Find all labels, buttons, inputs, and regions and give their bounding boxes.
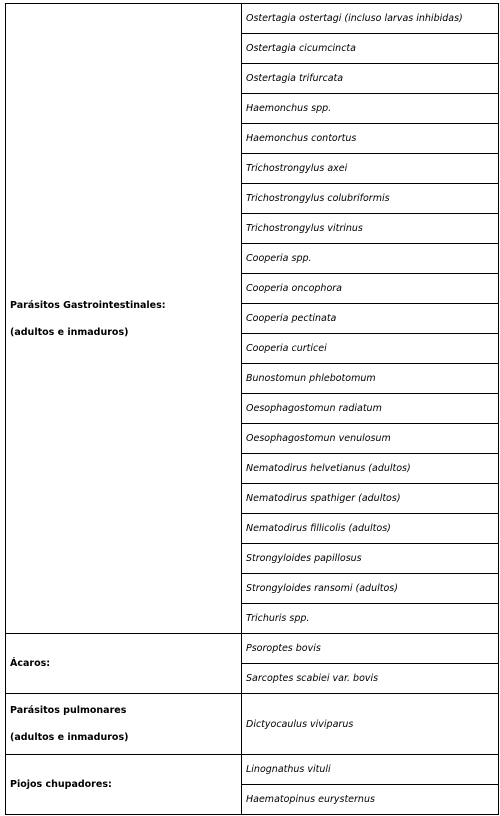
line-gap <box>10 311 241 327</box>
species-cell: Sarcoptes scabiei var. bovis <box>242 664 499 694</box>
table-row <box>6 694 499 755</box>
species-cell: Trichostrongylus colubriformis <box>242 184 499 214</box>
species-cell: Cooperia spp. <box>242 244 499 274</box>
species-cell: Strongyloides ransomi (adultos) <box>242 574 499 604</box>
table-row <box>6 4 499 34</box>
species-cell: Haemonchus spp. <box>242 94 499 124</box>
category-cell <box>6 694 242 755</box>
species-cell: Oesophagostomun radiatum <box>242 394 499 424</box>
category-cell <box>6 634 242 694</box>
table-row <box>6 634 499 664</box>
category-label: Parásitos Gastrointestinales: <box>10 299 166 311</box>
species-cell: Cooperia curticei <box>242 334 499 364</box>
species-cell: Haemonchus contortus <box>242 124 499 154</box>
category-label: (adultos e inmaduros) <box>10 732 129 743</box>
species-cell: Cooperia pectinata <box>242 304 499 334</box>
category-label: (adultos e inmaduros) <box>10 326 129 338</box>
species-cell: Ostertagia ostertagi (incluso larvas inhibidas) <box>242 4 499 34</box>
species-cell: Ostertagia cicumcincta <box>242 34 499 64</box>
species-cell: Trichostrongylus axei <box>242 154 499 184</box>
species-cell: Psoroptes bovis <box>242 634 499 664</box>
category-label: Ácaros: <box>10 658 51 669</box>
species-cell: Trichostrongylus vitrinus <box>242 214 499 244</box>
species-cell: Ostertagia trifurcata <box>242 64 499 94</box>
species-cell: Nematodirus spathiger (adultos) <box>242 484 499 514</box>
category-label: Piojos chupadores: <box>10 779 112 790</box>
species-cell: Haematopinus eurysternus <box>242 785 499 815</box>
species-cell: Cooperia oncophora <box>242 274 499 304</box>
species-cell: Nematodirus fillicolis (adultos) <box>242 514 499 544</box>
species-cell: Oesophagostomun venulosum <box>242 424 499 454</box>
species-cell: Dictyocaulus viviparus <box>242 694 499 755</box>
line-gap <box>10 716 241 732</box>
species-cell: Strongyloides papillosus <box>242 544 499 574</box>
category-cell <box>6 755 242 815</box>
species-cell: Nematodirus helvetianus (adultos) <box>242 454 499 484</box>
species-cell: Trichuris spp. <box>242 604 499 634</box>
category-label: Parásitos pulmonares <box>10 705 127 716</box>
species-cell: Linognathus vituli <box>242 755 499 785</box>
table-row <box>6 755 499 785</box>
species-cell: Bunostomun phlebotomum <box>242 364 499 394</box>
parasite-table <box>5 3 499 815</box>
category-cell <box>6 4 242 634</box>
parasite-table-body <box>6 4 499 815</box>
